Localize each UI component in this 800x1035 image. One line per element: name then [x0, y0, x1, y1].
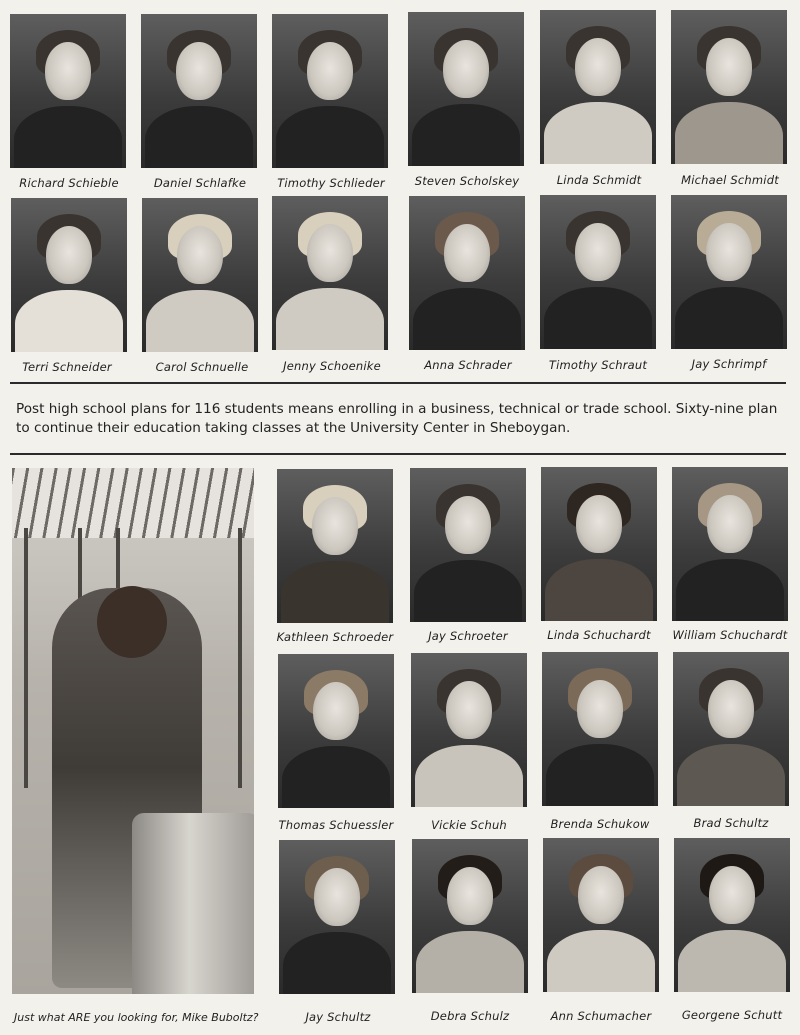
student-name: Vickie Schuh: [431, 818, 507, 832]
student-name: Michael Schmidt: [681, 173, 779, 187]
portrait-photo: [541, 467, 657, 621]
student-name: Timothy Schraut: [548, 358, 648, 372]
portrait-photo: [141, 14, 257, 168]
portrait-photo: [409, 196, 525, 350]
portrait-photo: [672, 467, 788, 621]
portrait-photo: [411, 653, 527, 807]
portrait-photo: [412, 839, 528, 993]
student-name: William Schuchardt: [672, 628, 788, 642]
student-name: Jenny Schoenike: [283, 359, 381, 373]
student-name: Linda Schmidt: [556, 173, 642, 187]
student-name: Thomas Schuessler: [278, 818, 394, 832]
student-name: Steven Scholskey: [414, 174, 520, 188]
student-name: Linda Schuchardt: [547, 628, 651, 642]
portrait-photo: [408, 12, 524, 166]
student-name: Richard Schieble: [19, 176, 119, 190]
student-name: Ann Schumacher: [550, 1009, 652, 1023]
portrait-photo: [272, 14, 388, 168]
portrait-photo: [410, 468, 526, 622]
student-name: Brad Schultz: [693, 816, 769, 830]
portrait-photo: [540, 10, 656, 164]
divider-rule: [10, 453, 786, 455]
student-name: Daniel Schlafke: [153, 176, 247, 190]
student-name: Terri Schneider: [22, 360, 112, 374]
portrait-photo: [142, 198, 258, 352]
student-name: Georgene Schutt: [681, 1008, 783, 1022]
portrait-photo: [279, 840, 395, 994]
portrait-photo: [673, 652, 789, 806]
portrait-photo: [671, 195, 787, 349]
portrait-photo: [540, 195, 656, 349]
divider-rule: [10, 382, 786, 384]
portrait-photo: [11, 198, 127, 352]
student-name: Timothy Schlieder: [277, 176, 385, 190]
student-name: Jay Schroeter: [428, 629, 508, 643]
portrait-photo: [277, 469, 393, 623]
section-caption: Post high school plans for 116 students means enrolling in a business, technical or trade school. Sixty-nine plan to continue their education taking classes at the University Center in Sheboygan.: [16, 401, 778, 436]
portrait-photo: [10, 14, 126, 168]
portrait-photo: [543, 838, 659, 992]
student-name: Jay Schrimpf: [691, 357, 767, 371]
candid-photo: [12, 468, 254, 994]
student-name: Kathleen Schroeder: [276, 630, 394, 644]
student-name: Brenda Schukow: [550, 817, 650, 831]
student-name: Debra Schulz: [430, 1009, 510, 1023]
candid-caption: Just what ARE you looking for, Mike Buboltz?: [14, 1011, 259, 1024]
portrait-photo: [674, 838, 790, 992]
portrait-photo: [671, 10, 787, 164]
portrait-photo: [542, 652, 658, 806]
student-name: Anna Schrader: [424, 358, 512, 372]
portrait-photo: [278, 654, 394, 808]
student-name: Carol Schnuelle: [155, 360, 249, 374]
portrait-photo: [272, 196, 388, 350]
student-name: Jay Schultz: [305, 1010, 371, 1024]
